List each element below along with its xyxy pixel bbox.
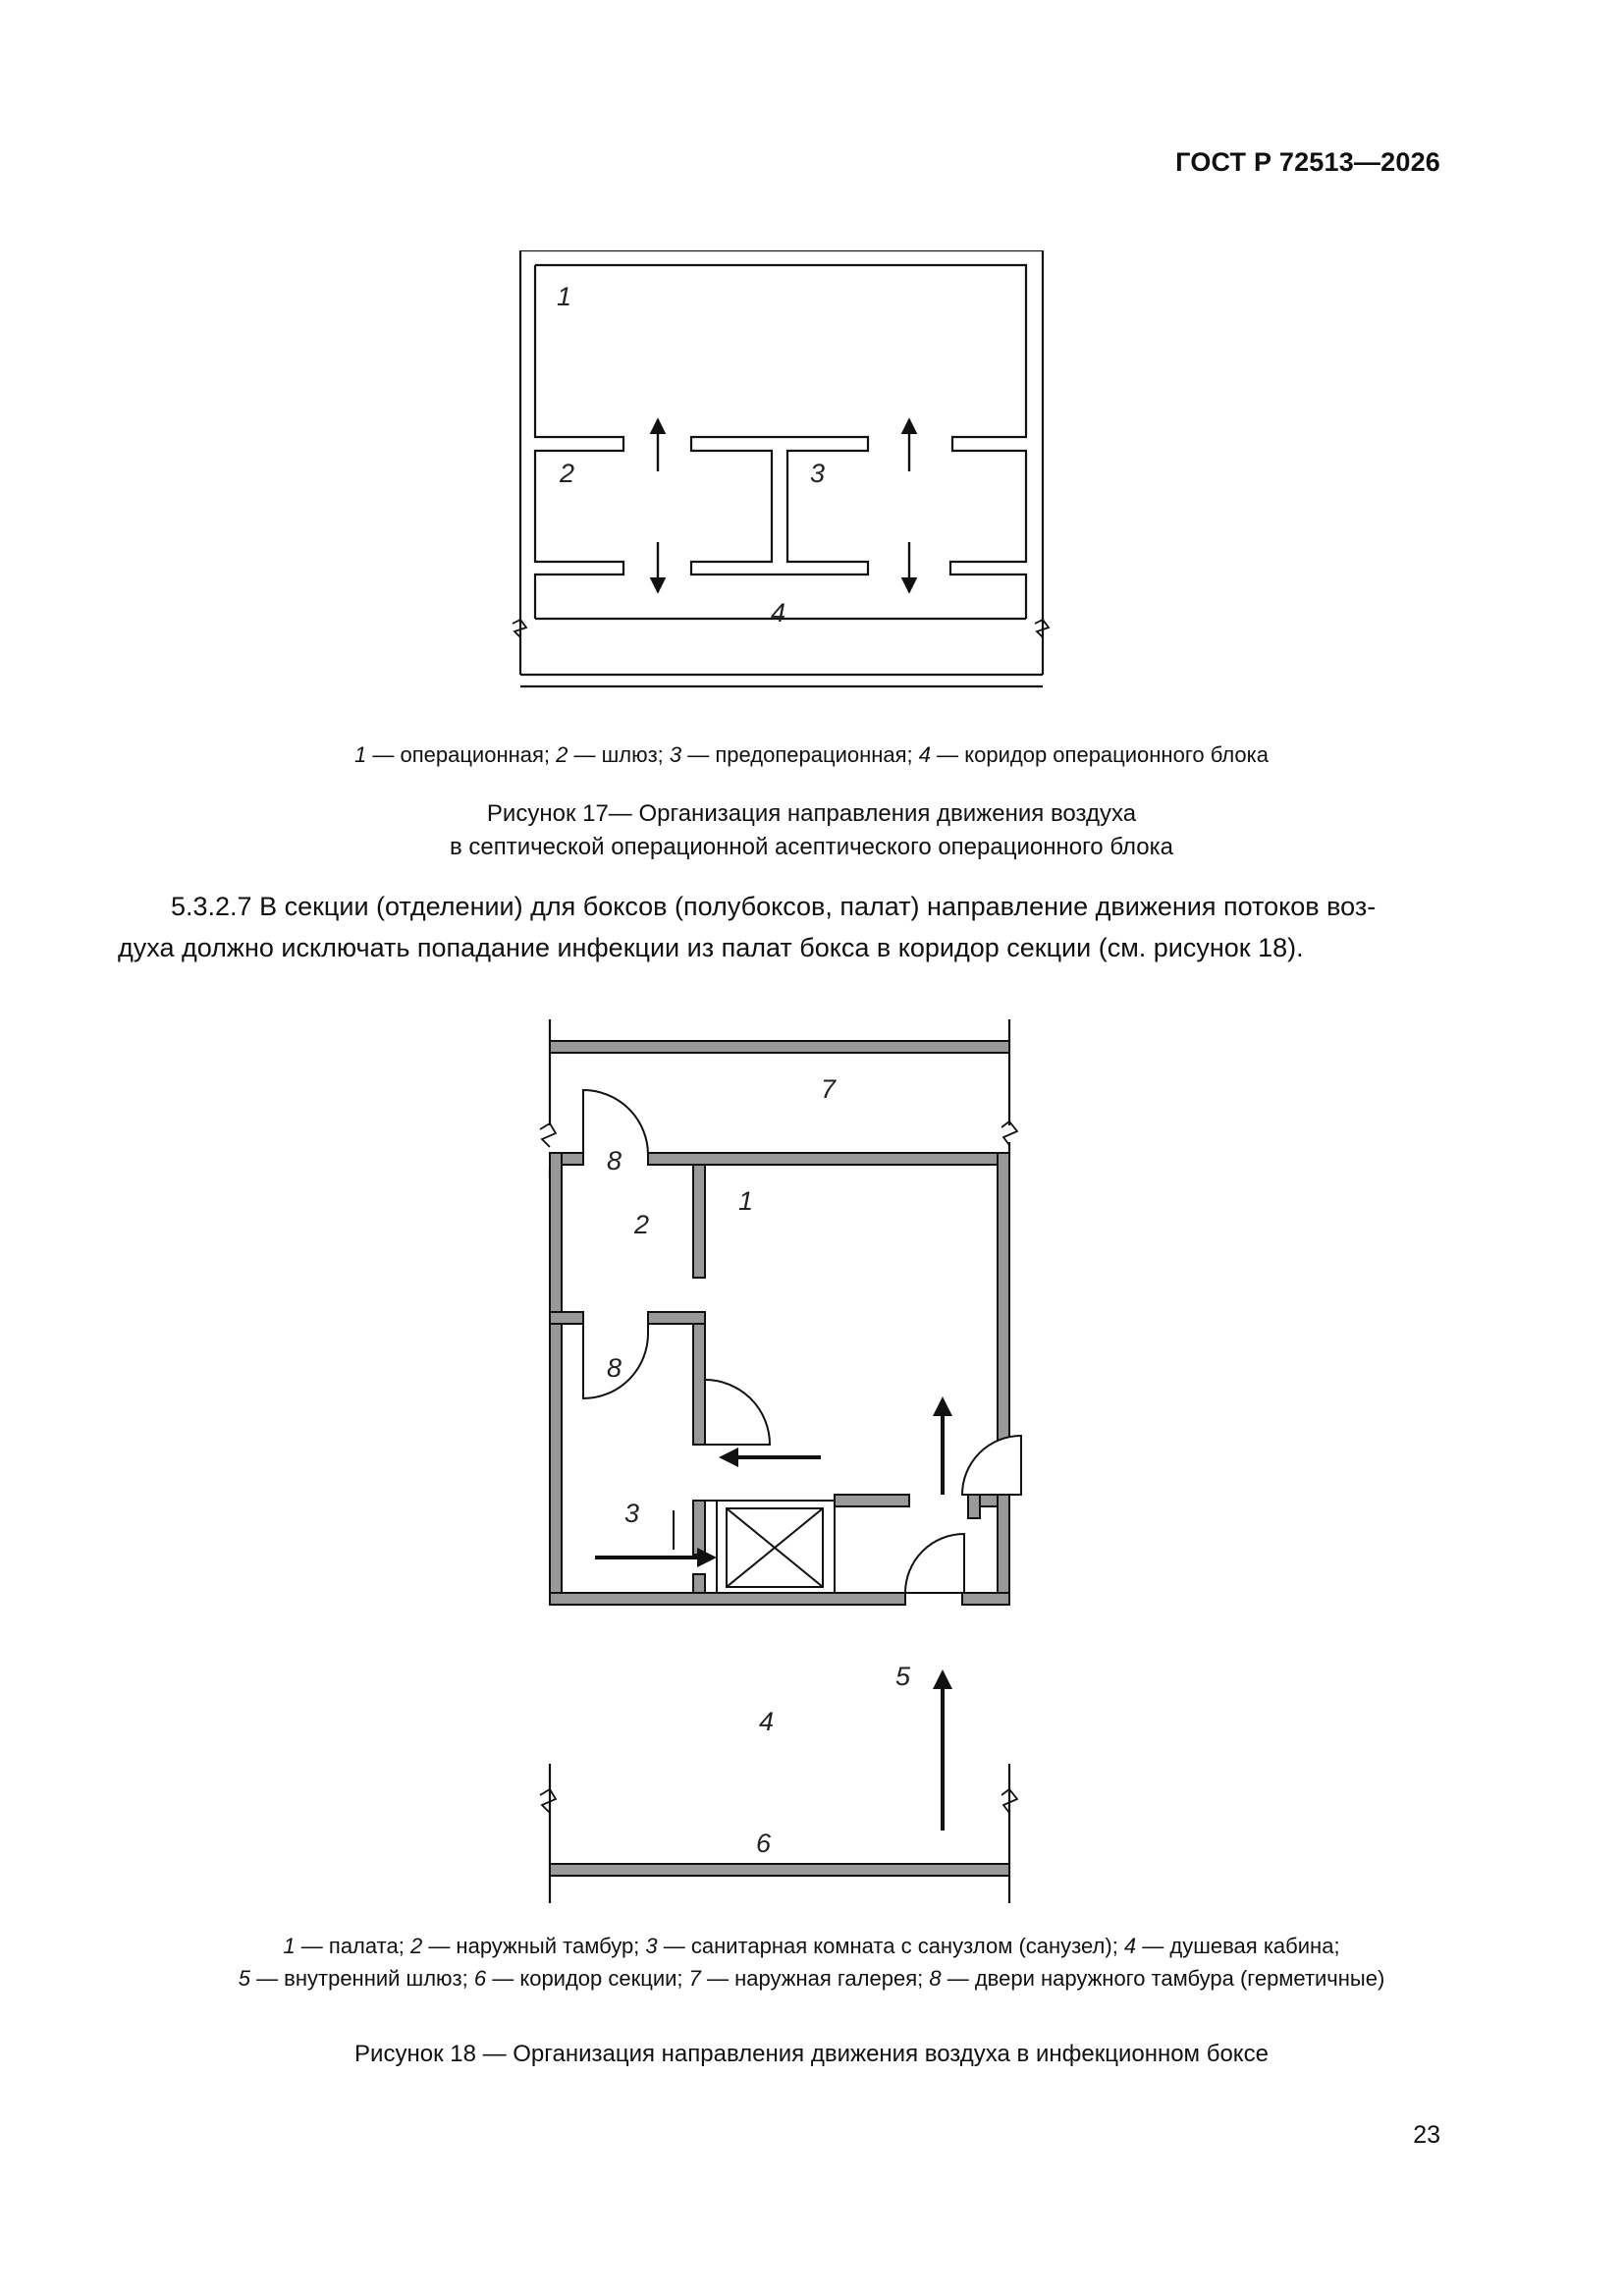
figure-17-caption (118, 797, 1505, 864)
door-1-5 (962, 1436, 1021, 1495)
paragraph-5-3-2-7 (118, 886, 1441, 968)
label-2: 2 (634, 1210, 650, 1239)
document-id: ГОСТ Р 72513—2026 (1175, 147, 1440, 177)
label-8-upper: 8 (607, 1146, 622, 1175)
figure-18-drawing (526, 1019, 1037, 1903)
figure-18-caption: Рисунок 18 — Организация направления движения воздуха в инфекционном боксе (354, 2041, 1269, 2067)
paragraph-line1: 5.3.2.7 В секции (отделении) для боксов (полубоксов, палат) направление движения потоков воз- (171, 892, 1377, 921)
figure-18-legend-line2: 5 — внутренний шлюз; 6 — коридор секции; 7 — наружная галерея; 8 — двери наружного тамбура (герметичные) (238, 1966, 1385, 1991)
figure-17-caption-line1: Рисунок 17— Организация направления движения воздуха (486, 800, 1137, 827)
figure-18-air-arrows (595, 1400, 943, 1831)
label-3: 3 (624, 1499, 640, 1528)
label-1: 1 (738, 1186, 754, 1216)
corridor-6-wall (550, 1864, 1009, 1876)
figure-18-legend-line1: 1 — палата; 2 — наружный тамбур; 3 — санитарная комната с санузлом (санузел); 4 — душевая кабина; (283, 1934, 1340, 1958)
paragraph-line2: духа должно исключать попадание инфекции из палат бокса в коридор секции (см. рисунок 18). (118, 933, 1304, 962)
label-6: 6 (756, 1829, 772, 1858)
label-4: 4 (771, 598, 786, 628)
figure-17-caption-line2: в септической операционной асептического операционного блока (450, 834, 1173, 860)
figure-17-legend: 1 — операционная; 2 — шлюз; 3 — предоперационная; 4 — коридор операционного блока (353, 742, 1269, 767)
label-8-lower: 8 (607, 1353, 622, 1383)
shower-cabin (705, 1501, 835, 1593)
figure-18-legend (118, 1930, 1505, 1995)
door-5-corridor (905, 1534, 964, 1593)
label-3: 3 (810, 459, 826, 488)
figure-18-break-marks (540, 1121, 1017, 1813)
figure-17-air-arrows (658, 419, 909, 592)
figure-17-drawing (511, 250, 1060, 692)
gallery-7-wall (550, 1041, 1009, 1053)
door-sanitary-3 (705, 1380, 770, 1445)
label-1: 1 (557, 282, 572, 311)
label-7: 7 (821, 1074, 837, 1104)
label-4: 4 (759, 1707, 775, 1736)
label-2: 2 (560, 459, 575, 488)
page-number: 23 (1413, 2121, 1440, 2149)
label-5: 5 (895, 1662, 911, 1691)
